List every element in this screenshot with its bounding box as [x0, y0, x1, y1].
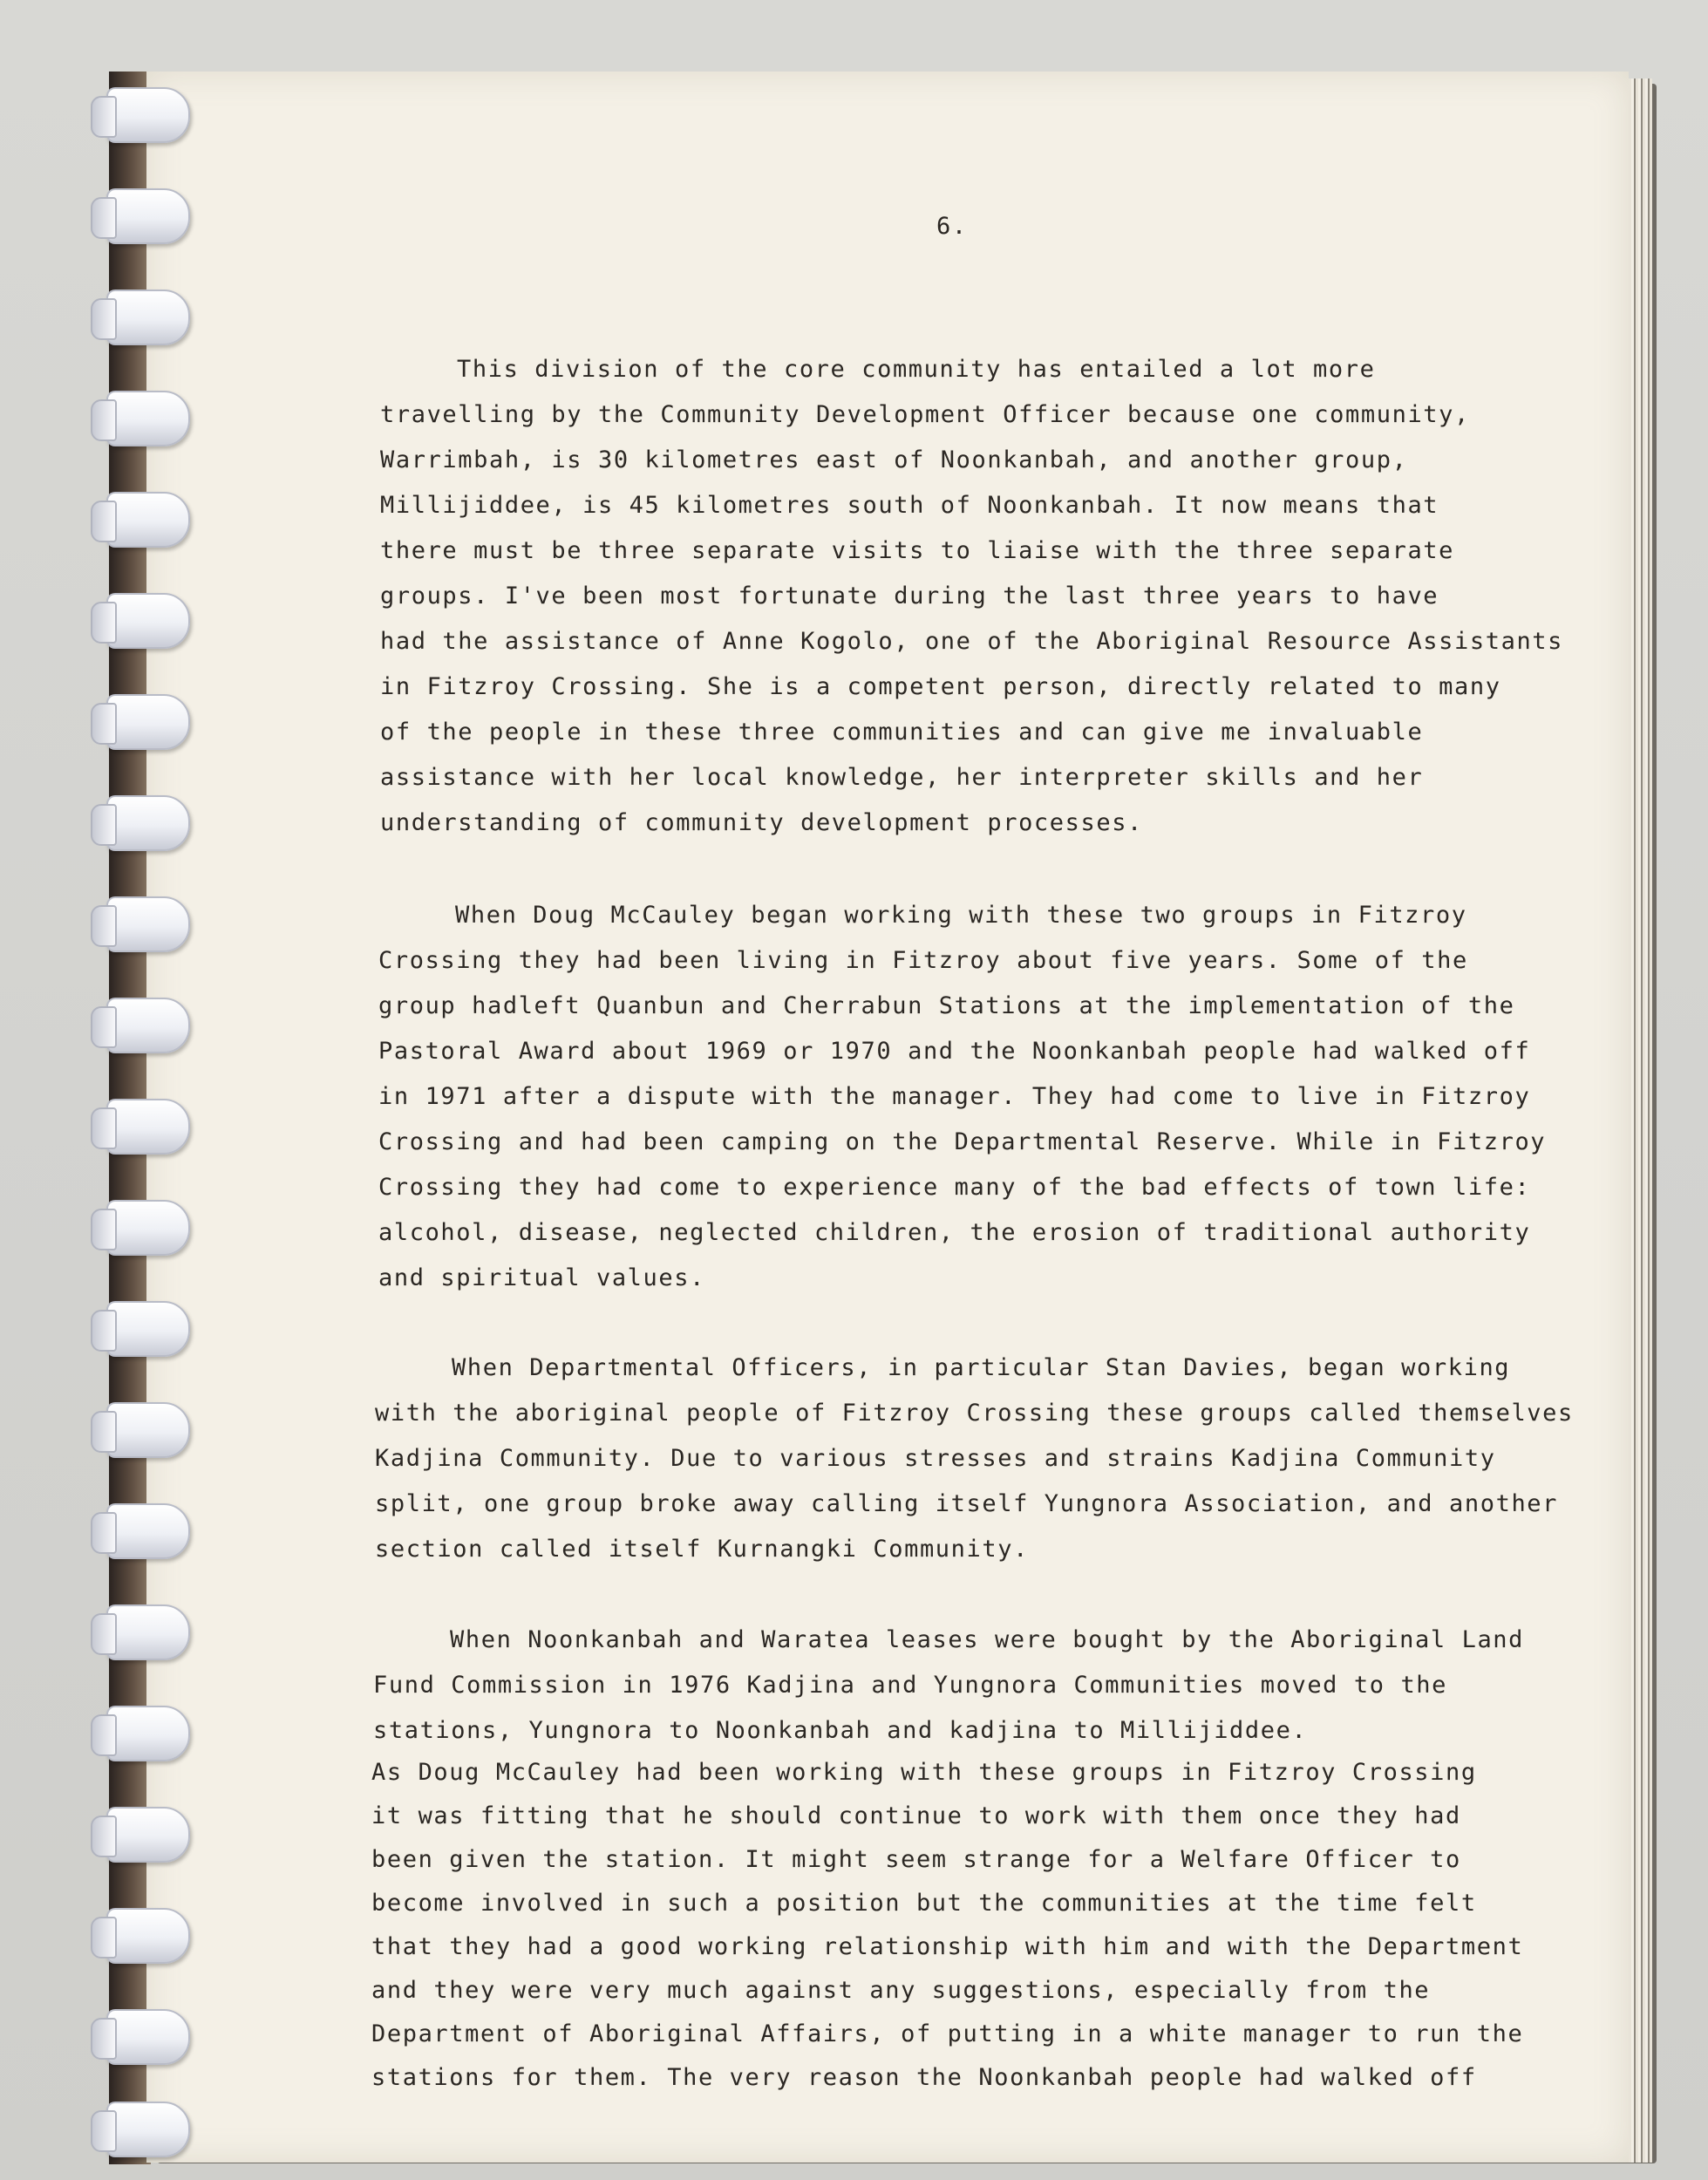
binding-coil: [106, 795, 190, 851]
text-line: in 1971 after a dispute with the manager. They had come to live in Fitzroy: [378, 1083, 1531, 1110]
text-line: understanding of community development processes.: [380, 809, 1143, 836]
binding-coil: [106, 1301, 190, 1357]
binding-coil: [106, 2102, 190, 2157]
text-line: section called itself Kurnangki Community.: [375, 1536, 1029, 1563]
text-line: Warrimbah, is 30 kilometres east of Noonkanbah, and another group,: [380, 446, 1408, 473]
text-line: and they were very much against any suggestions, especially from the: [371, 1977, 1431, 2004]
text-line: group hadleft Quanbun and Cherrabun Stations at the implementation of the: [378, 992, 1515, 1019]
binding-coil: [106, 1099, 190, 1155]
binding-coil: [106, 593, 190, 649]
text-line: Fund Commission in 1976 Kadjina and Yungnora Communities moved to the: [373, 1672, 1448, 1699]
paragraph-5: [371, 1751, 1609, 2100]
text-line: alcohol, disease, neglected children, the erosion of traditional authority: [378, 1219, 1531, 1246]
binding-coil: [106, 1908, 190, 1964]
text-line: with the aboriginal people of Fitzroy Crossing these groups called themselves: [375, 1400, 1574, 1427]
text-line: Crossing they had been living in Fitzroy about five years. Some of the: [378, 947, 1468, 974]
text-line: As Doug McCauley had been working with these groups in Fitzroy Crossing: [371, 1759, 1477, 1786]
text-line: assistance with her local knowledge, her interpreter skills and her: [380, 764, 1424, 791]
binding-coil: [106, 998, 190, 1053]
text-line: had the assistance of Anne Kogolo, one of the Aboriginal Resource Assistants: [380, 628, 1564, 655]
paragraph-2: [378, 893, 1616, 1301]
binding-coil: [106, 188, 190, 244]
text-line: been given the station. It might seem strange for a Welfare Officer to: [371, 1846, 1461, 1873]
binding-coil: [106, 492, 190, 548]
binding-coil: [106, 1200, 190, 1256]
binding-coil: [106, 1604, 190, 1660]
binding-coil: [106, 290, 190, 345]
paragraph-4: [373, 1618, 1611, 1754]
text-line: stations for them. The very reason the Noonkanbah people had walked off: [371, 2064, 1477, 2091]
text-line: Department of Aboriginal Affairs, of putting in a white manager to run the: [371, 2020, 1524, 2047]
binding-coil: [106, 2009, 190, 2065]
text-line: When Noonkanbah and Waratea leases were bought by the Aboriginal Land: [450, 1626, 1525, 1653]
text-line: it was fitting that he should continue to work with them once they had: [371, 1802, 1461, 1829]
text-line: of the people in these three communities and can give me invaluable: [380, 719, 1424, 746]
binding-coil: [106, 1807, 190, 1863]
text-line: stations, Yungnora to Noonkanbah and kadjina to Millijiddee.: [373, 1717, 1308, 1744]
text-line: This division of the core community has entailed a lot more: [457, 356, 1376, 383]
text-line: Pastoral Award about 1969 or 1970 and the Noonkanbah people had walked off: [378, 1038, 1531, 1065]
binding-coil: [106, 391, 190, 446]
text-line: Millijiddee, is 45 kilometres south of Noonkanbah. It now means that: [380, 492, 1439, 519]
text-line: there must be three separate visits to liaise with the three separate: [380, 537, 1455, 564]
text-line: in Fitzroy Crossing. She is a competent person, directly related to many: [380, 673, 1501, 700]
text-line: groups. I've been most fortunate during the last three years to have: [380, 582, 1439, 610]
text-line: travelling by the Community Development Officer because one community,: [380, 401, 1470, 428]
text-line: Crossing and had been camping on the Departmental Reserve. While in Fitzroy: [378, 1128, 1547, 1155]
binding-coil: [106, 87, 190, 143]
binding-coil: [106, 1706, 190, 1761]
text-line: Kadjina Community. Due to various stresses and strains Kadjina Community: [375, 1445, 1496, 1472]
binding-coil: [106, 694, 190, 750]
text-line: and spiritual values.: [378, 1264, 705, 1291]
text-line: When Departmental Officers, in particular Stan Davies, began working: [452, 1354, 1511, 1381]
binding-coil: [106, 1503, 190, 1559]
binding-coil: [106, 896, 190, 952]
binding-coil: [106, 1402, 190, 1458]
paragraph-3: [375, 1345, 1613, 1572]
text-line: become involved in such a position but the communities at the time felt: [371, 1890, 1477, 1917]
paragraph-1: [380, 347, 1618, 846]
text-line: split, one group broke away calling itself Yungnora Association, and another: [375, 1490, 1559, 1517]
text-line: When Doug McCauley began working with these two groups in Fitzroy: [455, 902, 1467, 929]
page-number: 6.: [936, 213, 968, 240]
text-line: that they had a good working relationship with him and with the Department: [371, 1933, 1524, 1960]
text-line: Crossing they had come to experience many of the bad effects of town life:: [378, 1174, 1531, 1201]
